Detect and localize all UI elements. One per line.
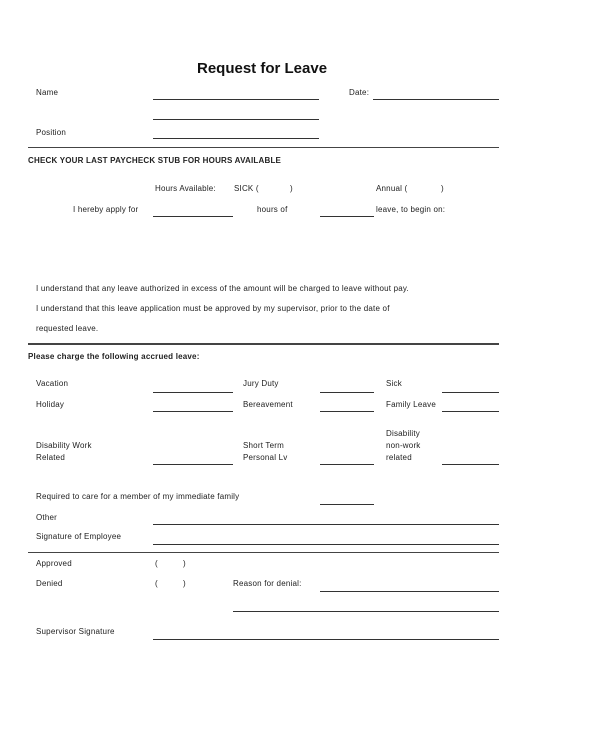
disability-nonwork-label-1: Disability — [386, 429, 421, 438]
position-label: Position — [36, 128, 67, 137]
supervisor-signature-label: Supervisor Signature — [36, 627, 115, 636]
paycheck-heading: CHECK YOUR LAST PAYCHECK STUB FOR HOURS AVAILABLE — [28, 156, 282, 165]
sick-label: Sick — [386, 379, 402, 388]
disability-work-label-2: Related — [36, 453, 65, 462]
required-care-field[interactable] — [320, 504, 374, 505]
understand-line-2: I understand that this leave application must be approved by my supervisor, prior to the date of — [36, 304, 390, 313]
other-label: Other — [36, 513, 58, 522]
name-field-line-2[interactable] — [153, 119, 319, 120]
annual-hours-open: Annual ( — [376, 184, 408, 193]
denied-paren-close[interactable]: ) — [183, 579, 186, 588]
name-field[interactable] — [153, 99, 319, 100]
annual-hours-close: ) — [441, 184, 444, 193]
approved-paren-close[interactable]: ) — [183, 559, 186, 568]
apply-hours-field[interactable] — [153, 216, 233, 217]
jury-duty-label: Jury Duty — [243, 379, 279, 388]
section-divider-2 — [28, 343, 499, 345]
accrued-heading: Please charge the following accrued leave: — [28, 352, 200, 361]
bereavement-label: Bereavement — [243, 400, 293, 409]
disability-work-label-1: Disability Work — [36, 441, 92, 450]
bereavement-field[interactable] — [320, 411, 374, 412]
understand-line-1: I understand that any leave authorized in excess of the amount will be charged to leave without pay. — [36, 284, 409, 293]
disability-work-field[interactable] — [153, 464, 233, 465]
short-term-label-2: Personal Lv — [243, 453, 288, 462]
sick-field[interactable] — [442, 392, 499, 393]
begin-label: leave, to begin on: — [376, 205, 446, 214]
disability-nonwork-field[interactable] — [442, 464, 499, 465]
sick-hours-open: SICK ( — [234, 184, 259, 193]
vacation-field[interactable] — [153, 392, 233, 393]
disability-nonwork-label-2: non-work — [386, 441, 421, 450]
jury-duty-field[interactable] — [320, 392, 374, 393]
date-label: Date: — [349, 88, 370, 97]
reason-denial-field-line-2[interactable] — [233, 611, 499, 612]
form-title: Request for Leave — [197, 60, 328, 77]
family-leave-field[interactable] — [442, 411, 499, 412]
understand-line-3: requested leave. — [36, 324, 99, 333]
approved-paren-open[interactable]: ( — [155, 559, 158, 568]
signature-employee-label: Signature of Employee — [36, 532, 122, 541]
denied-label: Denied — [36, 579, 63, 588]
signature-employee-field[interactable] — [153, 544, 499, 545]
other-field[interactable] — [153, 524, 499, 525]
holiday-label: Holiday — [36, 400, 65, 409]
vacation-label: Vacation — [36, 379, 69, 388]
sick-hours-close: ) — [290, 184, 293, 193]
holiday-field[interactable] — [153, 411, 233, 412]
disability-nonwork-label-3: related — [386, 453, 412, 462]
date-field[interactable] — [373, 99, 499, 100]
hours-available-label: Hours Available: — [155, 184, 216, 193]
name-label: Name — [36, 88, 59, 97]
hours-of-label: hours of — [257, 205, 288, 214]
section-divider-3 — [28, 552, 499, 553]
section-divider-1 — [28, 147, 499, 148]
short-term-field[interactable] — [320, 464, 374, 465]
position-field[interactable] — [153, 138, 319, 139]
apply-label: I hereby apply for — [73, 205, 139, 214]
required-care-label: Required to care for a member of my immediate family — [36, 492, 240, 501]
leave-type-field[interactable] — [320, 216, 374, 217]
reason-denial-label: Reason for denial: — [233, 579, 302, 588]
short-term-label-1: Short Term — [243, 441, 284, 450]
approved-label: Approved — [36, 559, 72, 568]
family-leave-label: Family Leave — [386, 400, 436, 409]
denied-paren-open[interactable]: ( — [155, 579, 158, 588]
reason-denial-field[interactable] — [320, 591, 499, 592]
supervisor-signature-field[interactable] — [153, 639, 499, 640]
